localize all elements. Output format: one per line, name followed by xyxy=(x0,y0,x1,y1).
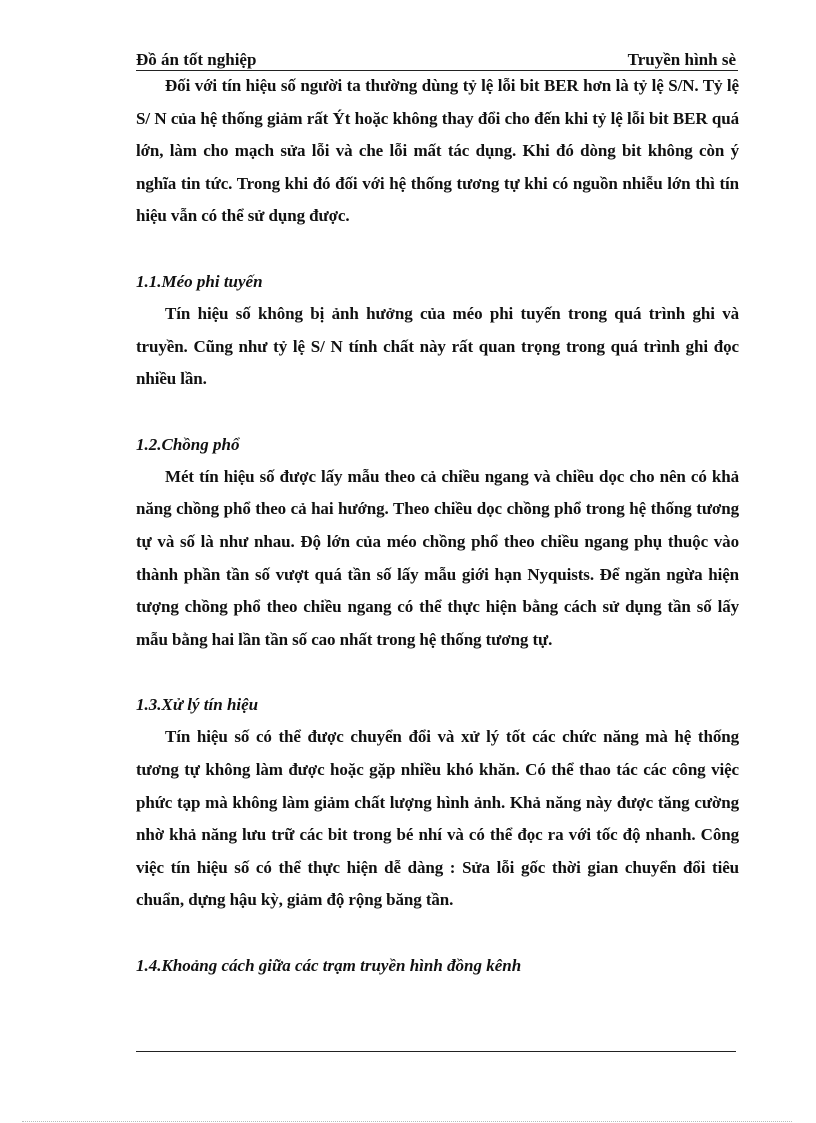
intro-paragraph: Đối với tín hiệu số người ta thường dùng tỷ lệ lỗi bit BER hơn là tỷ lệ S/N. Tỷ lệ S/ N của hệ thống giảm rất Ýt hoặc không thay đổi cho đến khi tỷ lệ lỗi bit BER quá lớn, làm cho mạch sửa lỗi và che lỗi mất tác dụng. Khi đó dòng bit không còn ý nghĩa tin tức. Trong khi đó đối với hệ thống tương tự khi có nguồn nhiễu lớn thì tín hiệu vẫn có thể sử dụng được. xyxy=(136,76,739,226)
header-document-title: Đồ án tốt nghiệp xyxy=(136,50,257,69)
footer-rule xyxy=(136,1051,736,1052)
header-chapter-title: Truyền hình sè xyxy=(627,50,736,69)
section-heading-1-4: 1.4.Khoảng cách giữa các trạm truyền hình đồng kênh xyxy=(136,955,522,975)
section-spacer xyxy=(136,656,739,689)
section-spacer xyxy=(136,917,739,950)
section-spacer xyxy=(136,233,739,266)
section-paragraph-1-2: Mét tín hiệu số được lấy mẫu theo cả chiều ngang và chiều dọc cho nên có khả năng chồng phổ theo cả hai hướng. Theo chiều dọc chồng phổ trong hệ thống tương tự và số là như nhau. Độ lớn của méo chồng phổ theo chiều ngang phụ thuộc vào thành phần tần số vượt quá tần số lấy mẫu giới hạn Nyquists. Để ngăn ngừa hiện tượng chồng phổ theo chiều ngang có thể thực hiện bằng cách sử dụng tần số lấy mẫu bằng hai lần tần số cao nhất trong hệ thống tương tự. xyxy=(136,466,739,649)
section-heading-1-2: 1.2.Chồng phổ xyxy=(136,434,240,454)
section-paragraph-1-1: Tín hiệu số không bị ảnh hưởng của méo phi tuyến trong quá trình ghi và truyền. Cũng như tỷ lệ S/ N tính chất này rất quan trọng trong quá trình ghi đọc nhiều lần. xyxy=(136,303,739,389)
section-heading-1-1: 1.1.Méo phi tuyến xyxy=(136,271,263,291)
section-spacer xyxy=(136,396,739,429)
section-heading-1-3: 1.3.Xử lý tín hiệu xyxy=(136,695,259,715)
page-bottom-edge xyxy=(22,1121,792,1122)
page-header xyxy=(136,50,738,71)
section-paragraph-1-3: Tín hiệu số có thể được chuyển đổi và xử lý tốt các chức năng mà hệ thống tương tự không làm được hoặc gặp nhiều khó khăn. Có thể thao tác các công việc phức tạp mà không làm giảm chất lượng hình ảnh. Khả năng này được tăng cường nhờ khả năng lưu trữ các bit trong bé nhí và có thể đọc ra với tốc độ nhanh. Công việc tín hiệu số có thể thực hiện dễ dàng : Sửa lỗi gốc thời gian chuyển đổi tiêu chuẩn, dựng hậu kỳ, giảm độ rộng băng tần. xyxy=(136,727,739,910)
document-body xyxy=(136,70,739,982)
